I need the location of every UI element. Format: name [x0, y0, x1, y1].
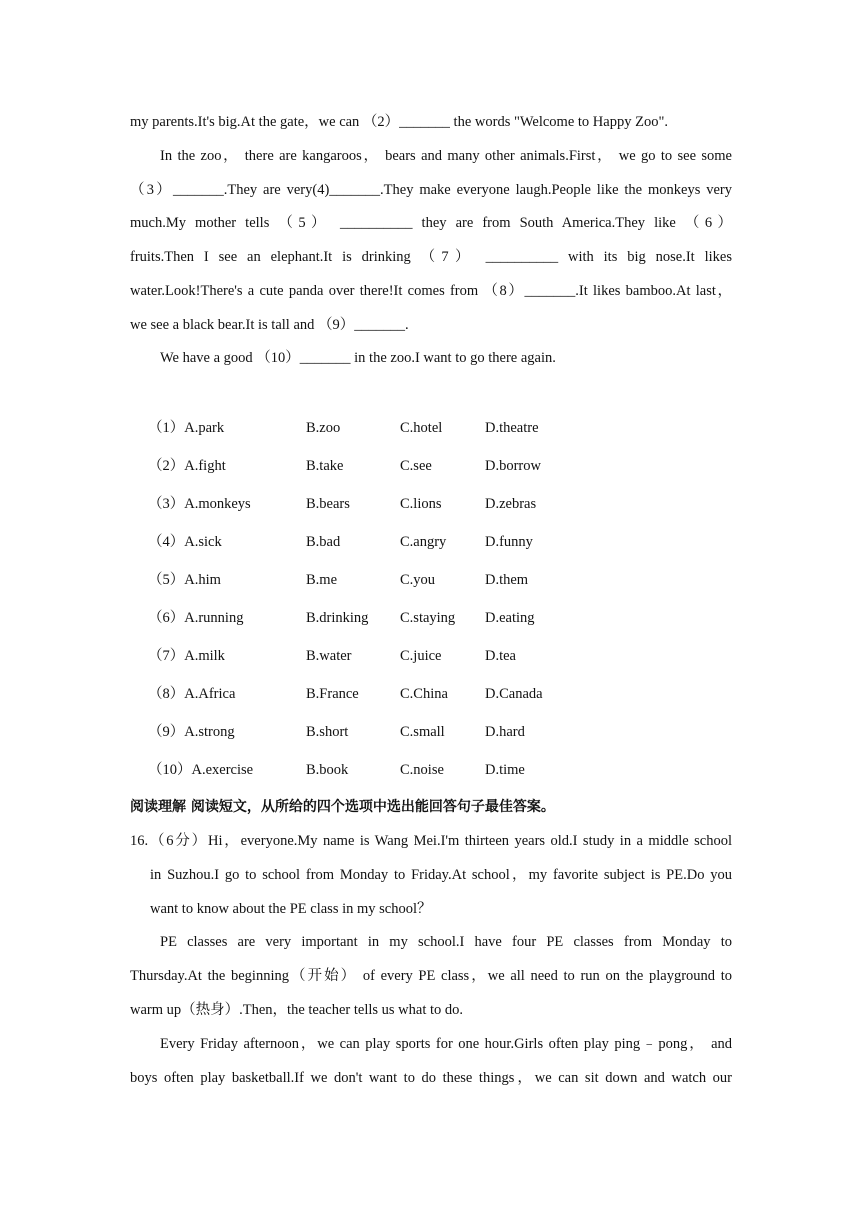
- passage-line-2: In the zoo， there are kangaroos， bears and many other animals.First， we go to see some: [160, 148, 732, 164]
- option-c: C.angry: [400, 534, 447, 550]
- question-16-line-5: Thursday.At the beginning（开始） of every PE class，we all need to run on the playground to: [130, 968, 732, 984]
- option-a: （4）A.sick: [148, 534, 222, 550]
- option-b: B.zoo: [306, 420, 341, 436]
- option-row: [148, 494, 648, 514]
- passage-line-4: much.My mother tells （5） __________ they are from South America.They like （6）: [130, 215, 732, 231]
- option-b: B.drinking: [306, 610, 369, 626]
- option-b: B.bears: [306, 496, 350, 512]
- option-row: [148, 760, 648, 780]
- option-c: C.small: [400, 724, 445, 740]
- option-d: D.borrow: [485, 458, 541, 474]
- option-d: D.them: [485, 572, 529, 588]
- option-row: [148, 570, 648, 590]
- option-row: [148, 608, 648, 628]
- option-b: B.water: [306, 648, 352, 664]
- passage-line-5: fruits.Then I see an elephant.It is drinking （7） __________ with its big nose.It likes: [130, 249, 732, 265]
- passage-line-6: water.Look!There's a cute panda over there!It comes from （8）_______.It likes bamboo.At last，: [130, 283, 732, 299]
- option-c: C.juice: [400, 648, 442, 664]
- option-row: [148, 456, 648, 476]
- option-a: （10）A.exercise: [148, 762, 254, 778]
- option-d: D.theatre: [485, 420, 539, 436]
- option-a: （8）A.Africa: [148, 686, 236, 702]
- question-16-line-2: in Suzhou.I go to school from Monday to Friday.At school，my favorite subject is PE.Do you: [150, 867, 732, 883]
- passage-line-8: We have a good （10）_______ in the zoo.I want to go there again.: [160, 350, 556, 366]
- question-16-line-7: Every Friday afternoon，we can play sports for one hour.Girls often play ping﹣pong， and: [160, 1036, 732, 1052]
- option-c: C.noise: [400, 762, 444, 778]
- question-16-line-6: warm up（热身）.Then，the teacher tells us what to do.: [130, 1002, 464, 1018]
- option-d: D.hard: [485, 724, 525, 740]
- option-a: （1）A.park: [148, 420, 225, 436]
- option-c: C.hotel: [400, 420, 443, 436]
- option-row: [148, 646, 648, 666]
- option-c: C.staying: [400, 610, 456, 626]
- option-a: （6）A.running: [148, 610, 244, 626]
- question-16-line-4: PE classes are very important in my school.I have four PE classes from Monday to: [160, 934, 732, 950]
- passage-line-7: we see a black bear.It is tall and （9）_______.: [130, 317, 409, 333]
- option-a: （9）A.strong: [148, 724, 235, 740]
- question-16-line-8: boys often play basketball.If we don't want to do these things，we can sit down and watch our: [130, 1070, 732, 1086]
- option-a: （2）A.fight: [148, 458, 226, 474]
- option-b: B.France: [306, 686, 359, 702]
- option-d: D.zebras: [485, 496, 537, 512]
- option-b: B.take: [306, 458, 344, 474]
- question-16-line-3: want to know about the PE class in my school？: [150, 901, 432, 917]
- option-c: C.China: [400, 686, 448, 702]
- question-16-line-1: 16.（6分）Hi，everyone.My name is Wang Mei.I'm thirteen years old.I study in a middle school: [130, 833, 732, 849]
- option-b: B.short: [306, 724, 349, 740]
- option-b: B.book: [306, 762, 349, 778]
- option-a: （7）A.milk: [148, 648, 225, 664]
- option-d: D.Canada: [485, 686, 543, 702]
- option-row: [148, 684, 648, 704]
- option-b: B.me: [306, 572, 338, 588]
- option-row: [148, 722, 648, 742]
- option-a: （3）A.monkeys: [148, 496, 251, 512]
- section-heading: 阅读理解 阅读短文，从所给的四个选项中选出能回答句子最佳答案。: [130, 799, 555, 815]
- option-d: D.funny: [485, 534, 533, 550]
- option-c: C.lions: [400, 496, 442, 512]
- option-c: C.see: [400, 458, 432, 474]
- option-d: D.eating: [485, 610, 535, 626]
- option-c: C.you: [400, 572, 436, 588]
- option-row: [148, 532, 648, 552]
- passage-line-1: my parents.It's big.At the gate，we can （2）_______ the words "Welcome to Happy Zoo".: [130, 114, 668, 130]
- option-b: B.bad: [306, 534, 341, 550]
- option-d: D.time: [485, 762, 525, 778]
- option-a: （5）A.him: [148, 572, 221, 588]
- passage-line-3: （3）_______.They are very(4)_______.They make everyone laugh.People like the monkeys very: [130, 182, 732, 198]
- option-d: D.tea: [485, 648, 516, 664]
- option-row: [148, 418, 648, 438]
